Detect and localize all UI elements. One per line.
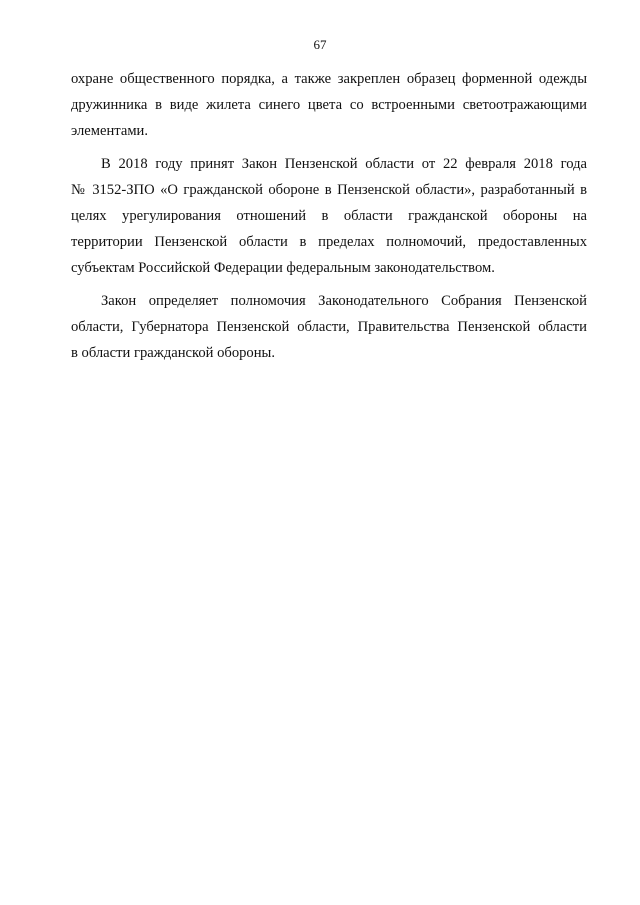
text-line: № 3152-ЗПО «О гражданской обороне в Пензенской области», разработанный в [71,182,587,198]
text-line: в области гражданской обороны. [71,345,275,361]
text-line: целях урегулирования отношений в области гражданской обороны на [71,208,587,224]
text-line: охране общественного порядка, а также закреплен образец форменной одежды [71,71,587,87]
text-line: области, Губернатора Пензенской области, Правительства Пензенской области [71,319,587,335]
text-line: Закон определяет полномочия Законодательного Собрания Пензенской [101,293,587,309]
paragraph-2 [71,151,587,281]
page-number: 67 [313,37,327,52]
text-line: дружинника в виде жилета синего цвета со встроенными светоотражающими [71,97,587,113]
document-body [71,66,587,366]
text-line: территории Пензенской области в пределах полномочий, предоставленных [71,234,587,250]
text-line: элементами. [71,123,149,139]
paragraph-1 [71,66,587,144]
text-line: субъектам Российской Федерации федеральным законодательством. [71,260,495,276]
paragraph-3 [71,288,587,366]
text-line: В 2018 году принят Закон Пензенской области от 22 февраля 2018 года [101,156,587,172]
